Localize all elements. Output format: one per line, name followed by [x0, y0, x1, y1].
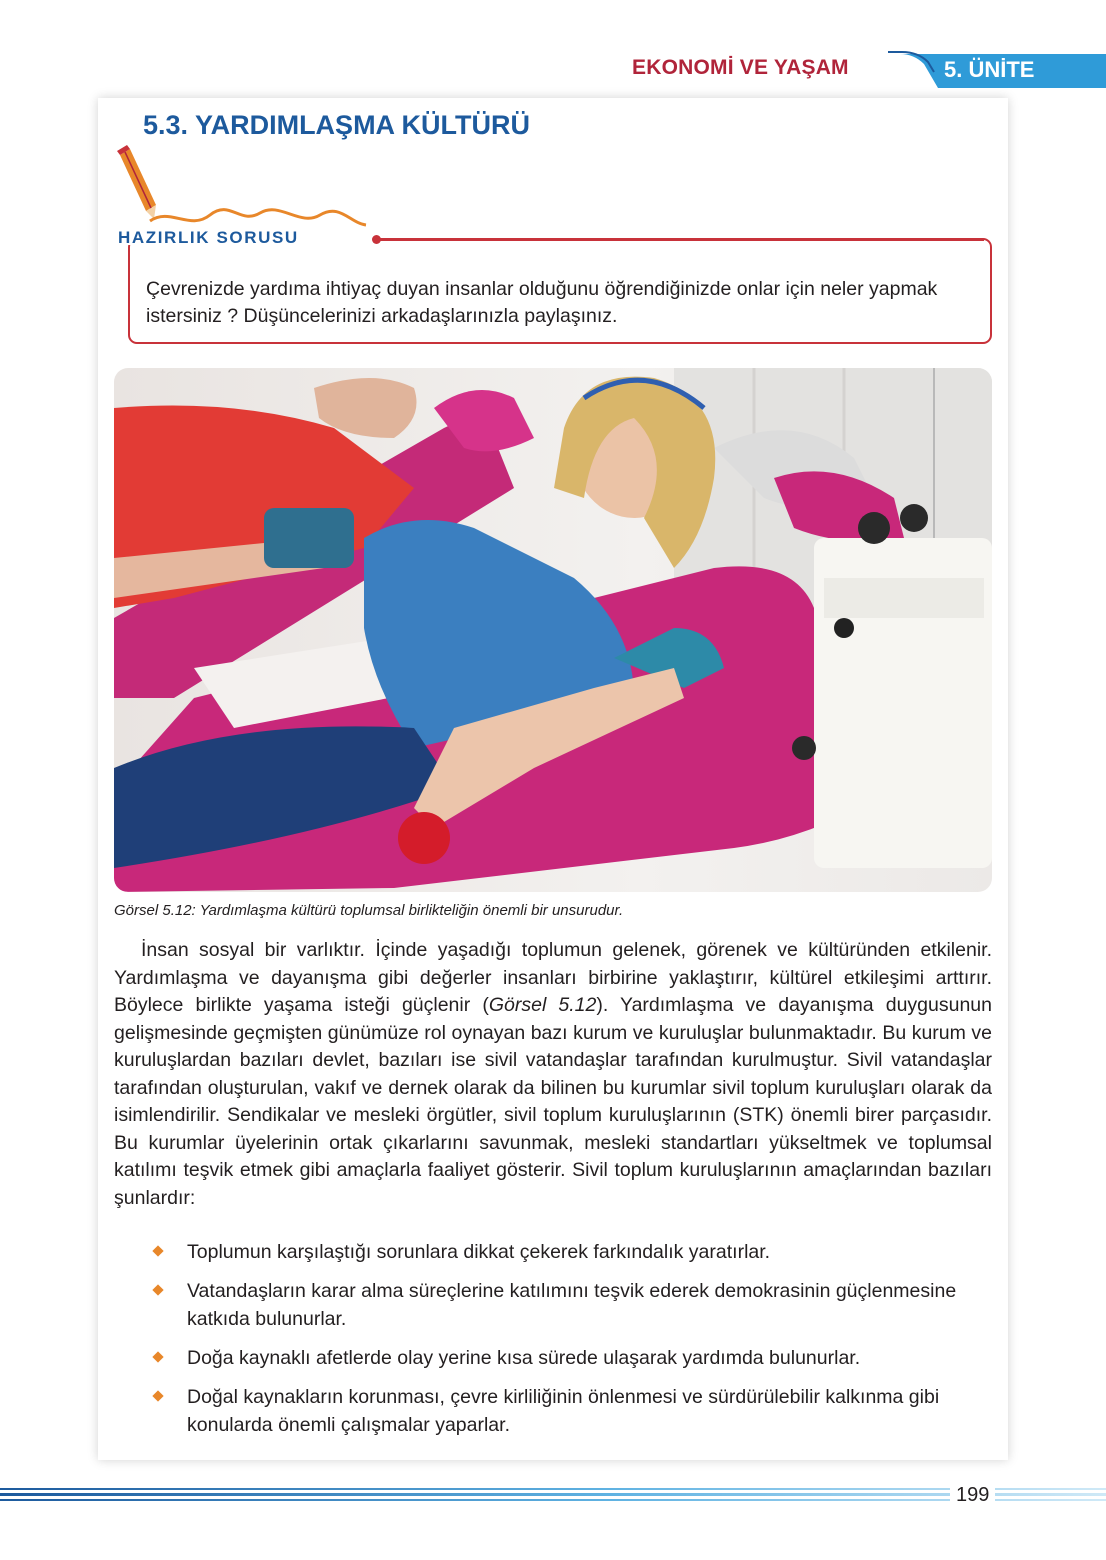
unit-label: 5. ÜNİTE [944, 57, 1035, 82]
pencil-icon [110, 145, 370, 235]
diamond-bullet-icon [152, 1245, 163, 1256]
label-dot [372, 235, 381, 244]
footer-lines [0, 1488, 1106, 1502]
unit-tab [888, 50, 1106, 88]
diamond-bullet-icon [152, 1351, 163, 1362]
ngo-purposes-list [150, 1238, 992, 1450]
diamond-bullet-icon [152, 1284, 163, 1295]
page-number: 199 [950, 1484, 995, 1507]
preparation-question: Çevrenizde yardıma ihtiyaç duyan insanlar olduğunu öğrendiğinizde onlar için neler yapmak istersiniz ? Düşüncelerinizi arkadaşlarınızla paylaşınız. [146, 278, 938, 327]
section-title: 5.3. YARDIMLAŞMA KÜLTÜRÜ [143, 110, 531, 140]
body-text-before: İnsan sosyal bir varlıktır. İçinde yaşadığı toplumun gelenek, görenek ve kültüründen etkilenir. Yardımlaşma ve dayanışma gibi değerler insanları birbirine yaklaştırır, kültürel etkileşimi arttırır. Böylece birlikte yaşama isteği güçlenir ( [114, 939, 992, 1016]
blood-donation-photo [114, 368, 992, 892]
list-item: Vatandaşların karar alma süreçlerine katılımını teşvik ederek demokrasinin güçlenmesine katkıda bulunurlar. [150, 1277, 992, 1333]
list-item: Doğa kaynaklı afetlerde olay yerine kısa sürede ulaşarak yardımda bulunurlar. [150, 1344, 992, 1372]
body-text-after: ). Yardımlaşma ve dayanışma duygusunun gelişmesinde geçmişten günümüze rol oynayan bazı kurum ve kuruluşlar bulunmaktadır. Bu kurum ve kuruluşlardan bazıları devlet, bazıları ise sivil vatandaşlar tarafından kurulmuştur. Sivil vatandaşlar tarafından oluşturulan, vakıf ve dernek olarak da bilinen bu kurumlar sivil toplum kuruluşları olarak da isimlendirilir. Sendikalar ve mesleki örgütler, sivil toplum kuruluşlarının (STK) önemli birer parçasıdır. Bu kurumlar üyelerinin ortak çıkarlarını savunmak, mesleki standartları yükseltmek ve toplumsal katılımı teşvik etmek gibi amaçlarla faaliyet gösterir. Sivil toplum kuruluşlarının amaçlarından bazıları şunlardır: [114, 994, 992, 1209]
list-item: Toplumun karşılaştığı sorunlara dikkat çekerek farkındalık yaratırlar. [150, 1238, 992, 1266]
list-item: Doğal kaynakların korunması, çevre kirliliğinin önlenmesi ve sürdürülebilir kalkınma gibi konularda önemli çalışmalar yaparlar. [150, 1383, 992, 1439]
label-underline [380, 239, 984, 241]
figure-caption: Görsel 5.12: Yardımlaşma kültürü toplumsal birlikteliğin önemli bir unsurudur. [114, 902, 624, 919]
chapter-title: EKONOMİ VE YAŞAM [632, 56, 849, 79]
preparation-label: HAZIRLIK SORUSU [118, 228, 299, 247]
body-paragraph [114, 937, 992, 1212]
diamond-bullet-icon [152, 1390, 163, 1401]
figure-reference: Görsel 5.12 [488, 994, 597, 1016]
